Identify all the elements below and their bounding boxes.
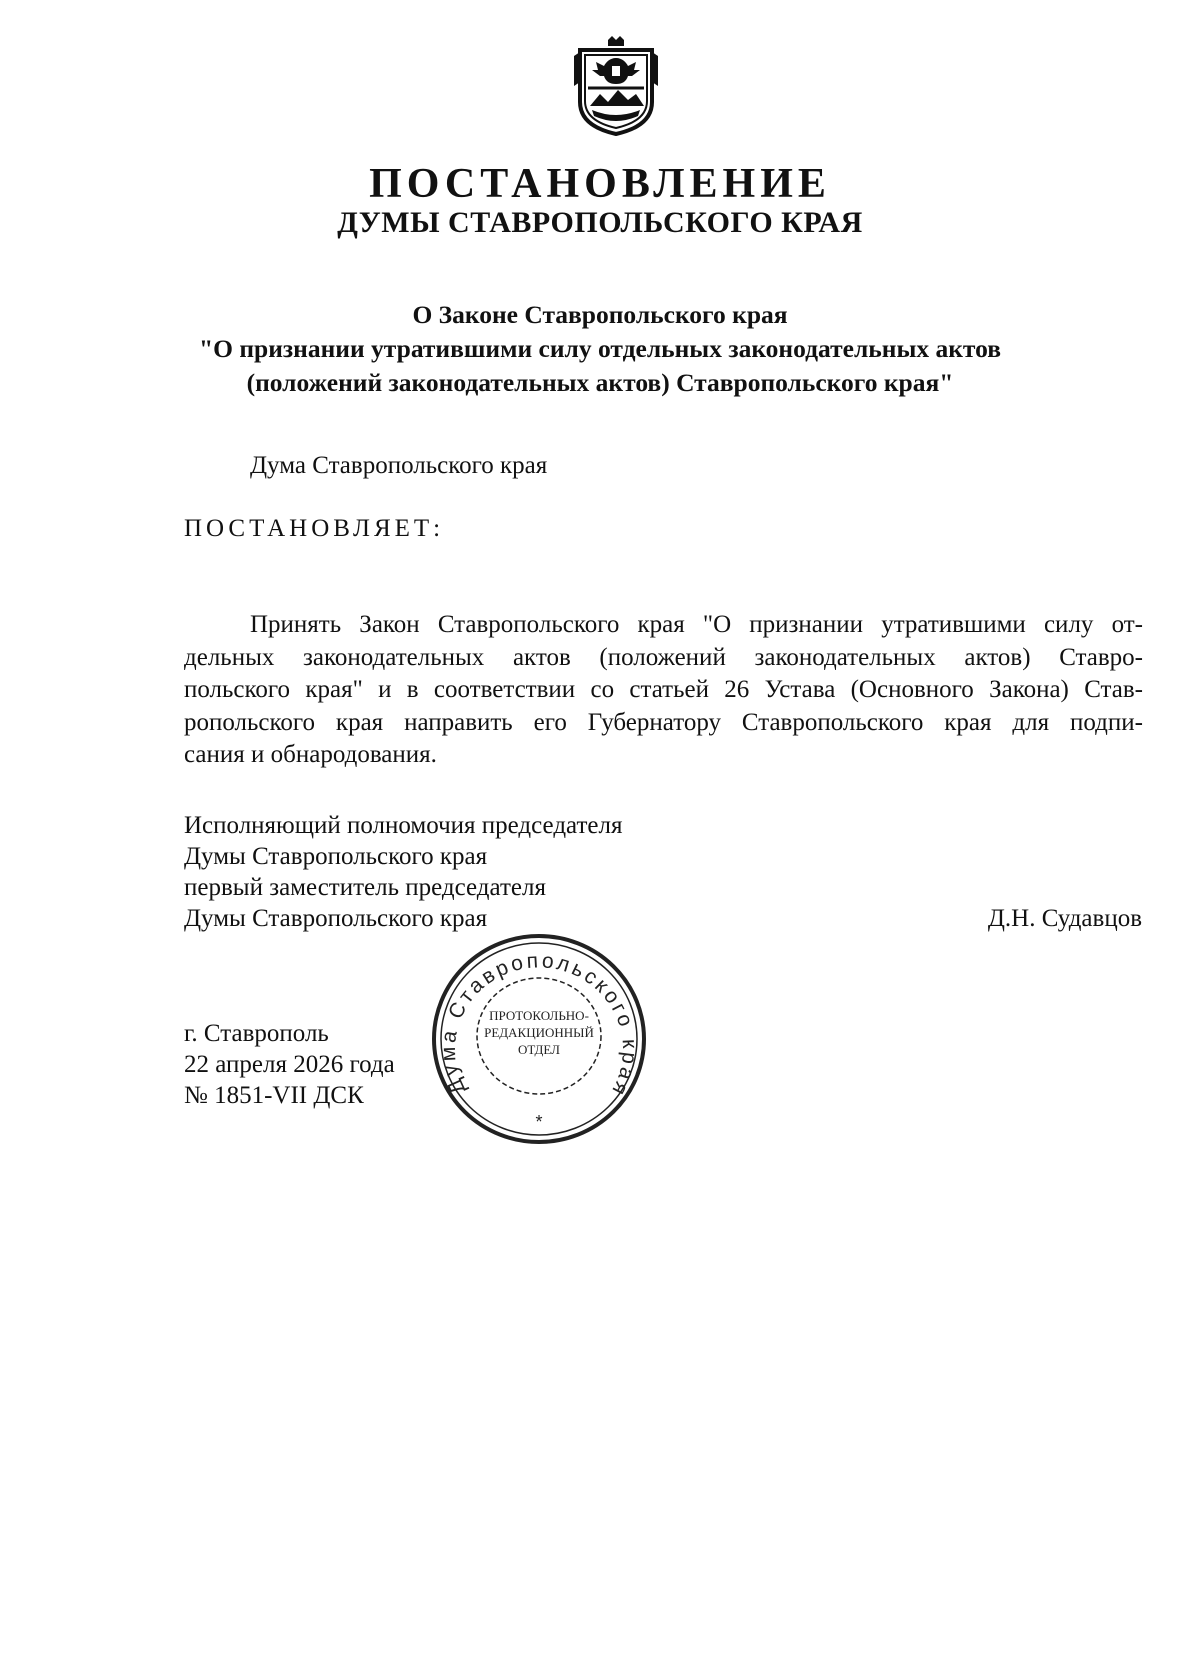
- signatory-title-line: Думы Ставропольского края: [184, 843, 488, 870]
- subject-line-2: "О признании утратившими силу отдельных законодательных актов: [198, 334, 1002, 363]
- paragraph-line: польского края" и в соответствии со статьей 26 Устава (Основного Закона) Став-: [184, 676, 1143, 703]
- document-city: г. Ставрополь: [184, 1020, 329, 1047]
- resolution-paragraph: [184, 609, 1143, 772]
- signatory-name: Д.Н. Судавцов: [987, 905, 1142, 932]
- official-stamp: [428, 930, 650, 1148]
- document-number: № 1851-VII ДСК: [184, 1082, 364, 1109]
- stamp-center-line: ОТДЕЛ: [518, 1042, 560, 1057]
- document-subtitle: ДУМЫ СТАВРОПОЛЬСКОГО КРАЯ: [337, 206, 863, 239]
- subject-line-3: (положений законодательных актов) Ставропольского края": [246, 368, 954, 397]
- paragraph-line: сания и обнародования.: [184, 741, 437, 768]
- signatory-title-line: первый заместитель председателя: [184, 874, 546, 901]
- signatory-title-line: Исполняющий полномочия председателя: [184, 812, 623, 839]
- subject-line-1: О Законе Ставропольского края: [412, 300, 788, 329]
- stamp-center-line: ПРОТОКОЛЬНО-: [489, 1008, 589, 1023]
- stamp-ring-text: Дума Ставропольского края: [436, 949, 642, 1102]
- signatory-title-line: Думы Ставропольского края: [184, 905, 488, 932]
- intro-text: Дума Ставропольского края: [250, 452, 548, 479]
- stamp-center-line: РЕДАКЦИОННЫЙ: [484, 1025, 594, 1040]
- document-title: ПОСТАНОВЛЕНИЕ: [369, 161, 831, 207]
- paragraph-line: дельных законодательных актов (положений законодательных актов) Ставро-: [184, 643, 1143, 671]
- stamp-star: *: [535, 1112, 543, 1132]
- document-date: 22 апреля 2026 года: [184, 1051, 395, 1078]
- paragraph-line: Принять Закон Ставропольского края "О признании утратившими силу от-: [250, 611, 1143, 638]
- paragraph-line: ропольского края направить его Губернатору Ставропольского края для подпи-: [184, 708, 1143, 736]
- stavropol-coat-of-arms-icon: [572, 36, 660, 136]
- resolves-label: ПОСТАНОВЛЯЕТ:: [184, 515, 445, 542]
